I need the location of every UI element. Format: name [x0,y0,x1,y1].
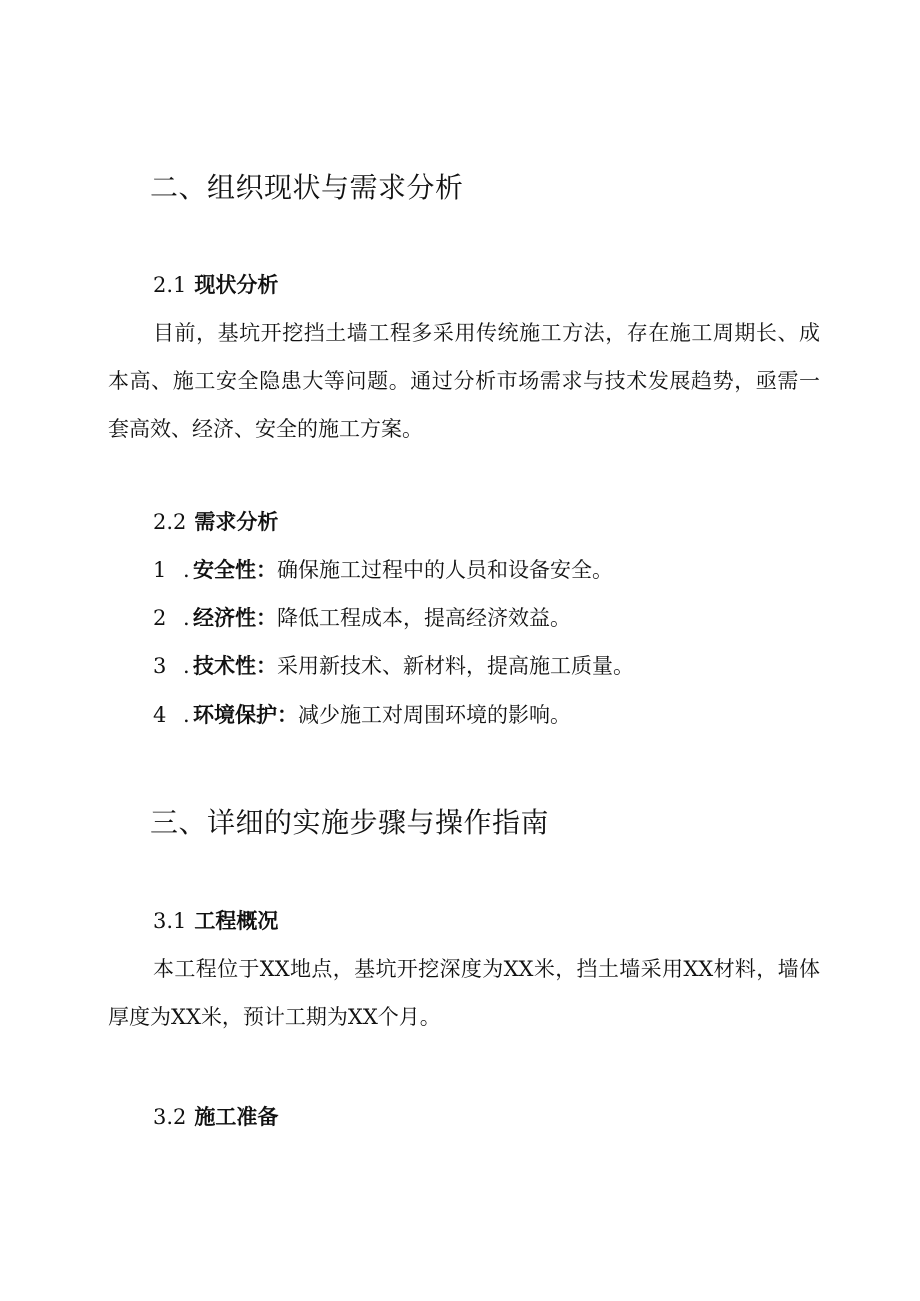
requirement-number: 4 [153,703,167,727]
requirement-text: 采用新技术、新材料，提高施工质量。 [277,654,634,678]
subsection-3-1-heading [153,907,278,935]
subsection-2-1-heading [153,271,278,299]
section-2-heading: 二、组织现状与需求分析 [150,171,464,204]
requirement-number: 2 [153,606,167,630]
requirement-text: 降低工程成本，提高经济效益。 [277,606,571,630]
requirement-text: 减少施工对周围环境的影响。 [298,703,571,727]
requirement-item: 3 . 技术性：采用新技术、新材料，提高施工质量。 [153,654,634,678]
requirement-term: 安全性： [193,558,277,582]
requirement-term: 技术性： [193,654,277,678]
subsection-2-1-title: 现状分析 [194,273,279,297]
requirement-item: 4 . 环境保护：减少施工对周围环境的影响。 [153,703,571,727]
project-overview-paragraph: 本工程位于XX地点，基坑开挖深度为XX米，挡土墙采用XX材料，墙体厚度为XX米，预计工期为XX个月。 [108,957,820,1029]
requirement-text: 确保施工过程中的人员和设备安全。 [277,558,613,582]
subsection-3-1-number: 3.1 [153,909,187,933]
requirement-number: 1 [153,558,167,582]
subsection-3-2-heading [153,1103,278,1131]
subsection-3-2-number: 3.2 [153,1105,187,1129]
subsection-2-2-heading [153,508,278,536]
requirement-term: 经济性： [193,606,277,630]
requirement-item: 2 . 经济性：降低工程成本，提高经济效益。 [153,606,571,630]
subsection-2-2-title: 需求分析 [194,510,279,534]
subsection-3-2-title: 施工准备 [194,1105,279,1129]
subsection-2-1-number: 2.1 [153,273,187,297]
subsection-2-2-number: 2.2 [153,510,187,534]
requirement-term: 环境保护： [193,703,298,727]
requirement-item: 1 . 安全性：确保施工过程中的人员和设备安全。 [153,558,613,582]
subsection-3-1-title: 工程概况 [194,909,279,933]
status-analysis-paragraph: 目前，基坑开挖挡土墙工程多采用传统施工方法，存在施工周期长、成本高、施工安全隐患大等问题。通过分析市场需求与技术发展趋势，亟需一套高效、经济、安全的施工方案。 [108,321,820,441]
section-3-heading: 三、详细的实施步骤与操作指南 [150,806,550,839]
requirement-number: 3 [153,654,167,678]
